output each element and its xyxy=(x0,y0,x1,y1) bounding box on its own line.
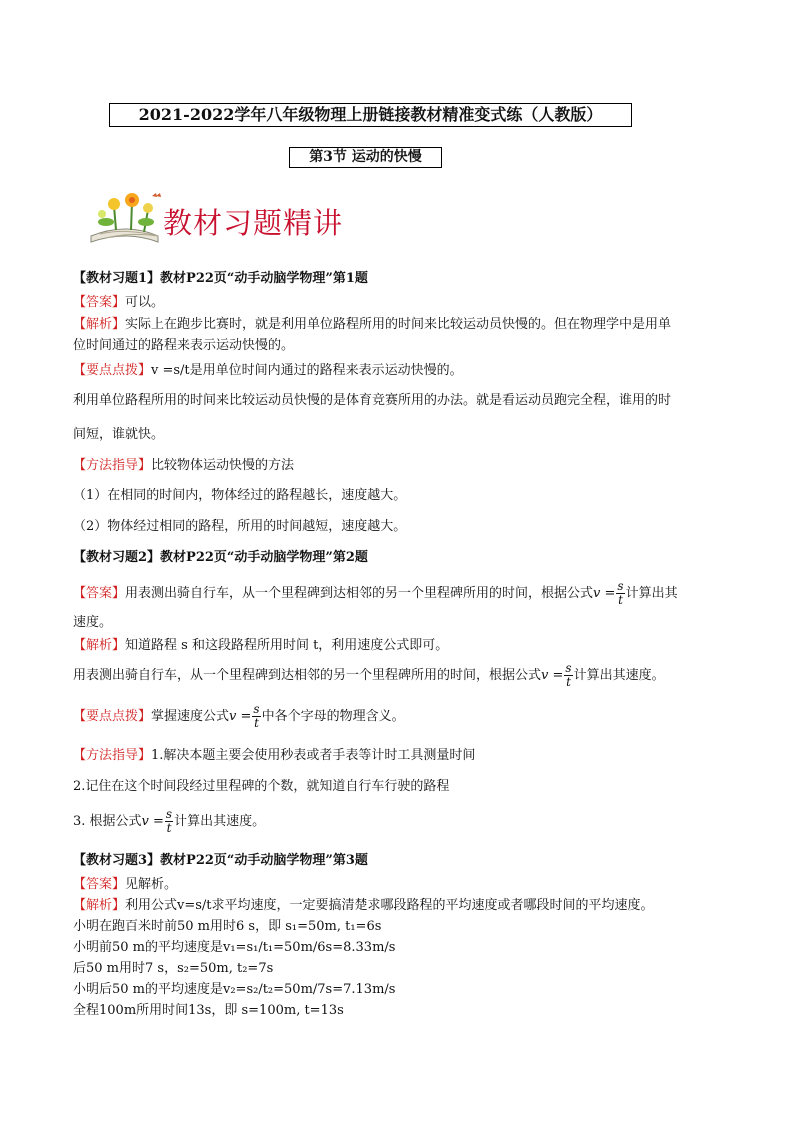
q3-line-5: 全程100m所用时间13s，即 s=100m, t=13s xyxy=(73,1003,344,1018)
q3-answer: 【答案】见解析。 xyxy=(73,877,178,892)
document-title: 2021-2022学年八年级物理上册链接教材精准变式练（人教版） xyxy=(109,103,632,127)
formula-v: v = xyxy=(593,586,616,601)
q2-answer: 【答案】用表测出骑自行车，从一个里程碑到达相邻的另一个里程碑所用的时间，根据公式v = $\frac{s}{t}$ 计算出其 xyxy=(73,579,678,607)
section-banner-title: 教材习题精讲 xyxy=(163,206,344,240)
q3-analysis: 【解析】利用公式v=s/t求平均速度，一定要搞清楚求哪段路程的平均速度或者哪段时间的平均速度。 xyxy=(73,898,654,913)
q1-analysis-line-2: 位时间通过的路程来表示运动快慢的。 xyxy=(73,338,295,353)
q2-answer-continued: 速度。 xyxy=(73,615,113,630)
q2-method-item-2: 2.记住在这个时间段经过里程碑的个数，就知道自行车行驶的路程 xyxy=(73,779,450,794)
q3-line-3: 后50 m用时7 s，s₂=50m, t₂=7s xyxy=(73,961,274,976)
q2-method: 【方法指导】1.解决本题主要会使用秒表或者手表等计时工具测量时间 xyxy=(73,748,476,763)
q1-paragraph-line-2: 间短，谁就快。 xyxy=(73,427,165,442)
q1-method: 【方法指导】比较物体运动快慢的方法 xyxy=(73,458,295,473)
section-title: 第3节 运动的快慢 xyxy=(289,147,442,168)
q1-method-item-1: （1）在相同的时间内，物体经过的路程越长，速度越大。 xyxy=(73,488,407,503)
q2-heading: 【教材习题2】教材P22页“动手动脑学物理”第2题 xyxy=(73,550,368,565)
q2-method-item-3: 3. 根据公式v = $\frac{s}{t}$ 计算出其速度。 xyxy=(73,807,266,835)
q1-paragraph-line-1: 利用单位路程所用的时间来比较运动员快慢的是体育竞赛所用的办法。就是看运动员跑完全程，谁用的时 xyxy=(73,393,672,408)
q3-line-4: 小明后50 m的平均速度是v₂=s₂/t₂=50m/7s=7.13m/s xyxy=(73,982,396,997)
q1-answer: 【答案】可以。 xyxy=(73,295,165,310)
q1-method-item-2: （2）物体经过相同的路程，所用的时间越短，速度越大。 xyxy=(73,519,407,534)
q2-analysis: 【解析】知道路程 s 和这段路程所用时间 t，利用速度公式即可。 xyxy=(73,638,449,653)
q2-paragraph: 用表测出骑自行车，从一个里程碑到达相邻的另一个里程碑所用的时间，根据公式v = $\frac{s}{t}$ 计算出其速度。 xyxy=(73,661,665,689)
q3-heading: 【教材习题3】教材P22页“动手动脑学物理”第3题 xyxy=(73,853,368,868)
q2-key-point: 【要点点拨】掌握速度公式v = $\frac{s}{t}$ 中各个字母的物理含义。 xyxy=(73,702,405,730)
q3-line-1: 小明在跑百米时前50 m用时6 s，即 s₁=50m, t₁=6s xyxy=(73,919,382,934)
q1-analysis-line-1: 【解析】实际上在跑步比赛时，就是利用单位路程所用的时间来比较运动员快慢的。但在物理学中是用单 xyxy=(73,317,672,332)
q3-line-2: 小明前50 m的平均速度是v₁=s₁/t₁=50m/6s=8.33m/s xyxy=(73,940,396,955)
q1-heading: 【教材习题1】教材P22页“动手动脑学物理”第1题 xyxy=(73,271,368,286)
formula-fraction: $\frac{s}{t}$ xyxy=(617,579,624,607)
q1-key-point: 【要点点拨】v =s/t是用单位时间内通过的路程来表示运动快慢的。 xyxy=(73,363,463,378)
